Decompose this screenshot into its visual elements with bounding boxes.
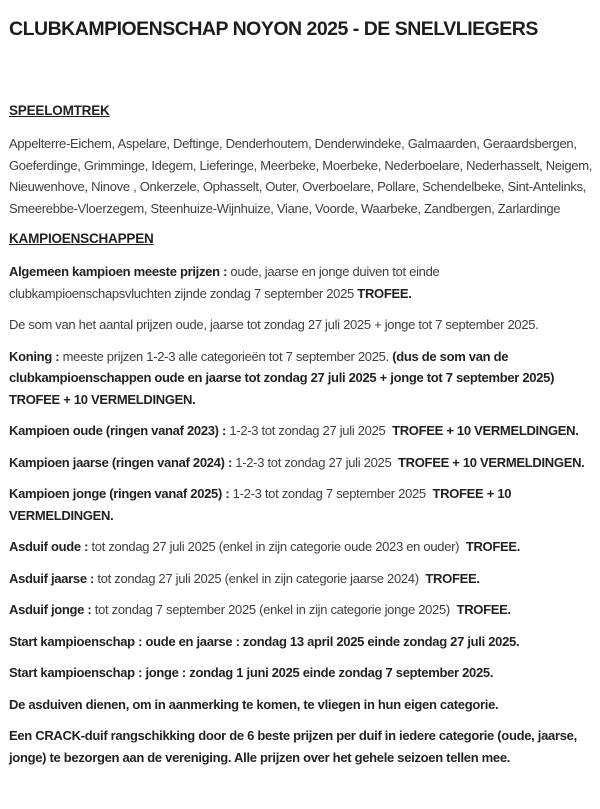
- paragraph: [9, 314, 594, 336]
- text-run-bold: (dus de som van de clubkampioenschappen oude en jaarse tot zondag 27 juli 2025 + jonge tot 7 september 2025) TROFEE + 10 VERMELDINGEN.: [9, 348, 558, 407]
- text-run: tot zondag 27 juli 2025 (enkel in zijn categorie oude 2023 en ouder): [91, 539, 466, 554]
- text-run-bold: De asduiven dienen, om in aanmerking te komen, te vliegen in hun eigen categorie.: [9, 696, 499, 712]
- text-run: 1-2-3 tot zondag 27 juli 2025: [229, 423, 393, 438]
- paragraph: [9, 568, 594, 590]
- text-run-bold: TROFEE.: [425, 570, 480, 586]
- paragraph: [9, 536, 594, 558]
- text-run-bold: Kampioen jonge (ringen vanaf 2025) :: [9, 486, 233, 501]
- text-run-bold: TROFEE.: [357, 285, 412, 301]
- paragraph: [9, 420, 594, 442]
- text-run: 1-2-3 tot zondag 7 september 2025: [232, 486, 433, 501]
- text-run-bold: Kampioen oude (ringen vanaf 2023) :: [9, 423, 230, 438]
- text-run-bold: Asduif jaarse :: [9, 570, 98, 586]
- paragraph: [9, 725, 594, 768]
- text-run-bold: Asduif jonge :: [9, 602, 95, 617]
- text-run-bold: TROFEE + 10 VERMELDINGEN.: [9, 486, 515, 523]
- document-sections: [9, 101, 594, 768]
- text-run-bold: Asduif oude :: [9, 539, 92, 554]
- paragraph: [9, 261, 594, 304]
- paragraph: [9, 346, 594, 411]
- text-run-bold: TROFEE + 10 VERMELDINGEN.: [392, 423, 579, 438]
- text-run: oude, jaarse en jonge duiven tot einde clubkampioenschapsvluchten zijnde zondag 7 september 2025: [9, 264, 443, 301]
- text-run-bold: TROFEE.: [456, 602, 511, 617]
- paragraph: [9, 599, 594, 621]
- section-heading: KAMPIOENSCHAPPEN: [9, 231, 154, 246]
- paragraph: [9, 694, 594, 716]
- paragraph: [9, 662, 594, 684]
- text-run-bold: Start kampioenschap : jonge : zondag 1 juni 2025 einde zondag 7 september 2025.: [9, 665, 494, 680]
- text-run-bold: TROFEE.: [465, 539, 521, 554]
- text-run: Appelterre-Eichem, Aspelare, Deftinge, Denderhoutem, Denderwindeke, Galmaarden, Geraardsbergen, Goeferdinge, Grimminge, Idegem, Lieferinge, Meerbeke, Moerbeke, Nederboelare, Nederhasselt, Neigem, Nieuwenhove, Ninove , Onkerzele, Ophasselt, Outer, Overboelare, Pollare, Schendelbeke, Sint-Antelinks, Smeerebbe-Vloerzegem, Steenhuize-Wijnhuize, Viane, Voorde, Waarbeke, Zandbergen, Zarlardinge: [9, 136, 596, 216]
- document-title: CLUBKAMPIOENSCHAP NOYON 2025 - DE SNELVLIEGERS: [9, 18, 538, 40]
- text-run-bold: TROFEE + 10 VERMELDINGEN.: [398, 454, 585, 470]
- paragraph: [9, 631, 594, 653]
- text-run: De som van het aantal prijzen oude, jaarse tot zondag 27 juli 2025 + jonge tot 7 september 2025.: [9, 317, 539, 332]
- text-run: 1-2-3 tot zondag 27 juli 2025: [235, 454, 399, 470]
- text-run-bold: Kampioen jaarse (ringen vanaf 2024) :: [9, 454, 236, 470]
- paragraph: [9, 452, 594, 474]
- text-run-bold: Een CRACK-duif rangschikking door de 6 beste prijzen per duif in iedere categorie (oude, jaarse, jonge) te bezorgen aan de vereniging. Alle prijzen over het gehele seizoen tellen mee.: [9, 728, 581, 765]
- text-run-bold: Start kampioenschap : oude en jaarse : zondag 13 april 2025 einde zondag 27 juli 2025.: [9, 633, 520, 649]
- text-run: tot zondag 7 september 2025 (enkel in zijn categorie jonge 2025): [94, 602, 457, 617]
- text-run: meeste prijzen 1-2-3 alle categorieën tot 7 september 2025.: [62, 348, 393, 364]
- section-heading: SPEELOMTREK: [9, 103, 110, 118]
- text-run-bold: Koning :: [9, 348, 63, 364]
- paragraph: [9, 133, 594, 219]
- text-run-bold: Algemeen kampioen meeste prijzen :: [9, 264, 231, 279]
- text-run: tot zondag 27 juli 2025 (enkel in zijn categorie jaarse 2024): [97, 570, 426, 586]
- paragraph: [9, 483, 594, 526]
